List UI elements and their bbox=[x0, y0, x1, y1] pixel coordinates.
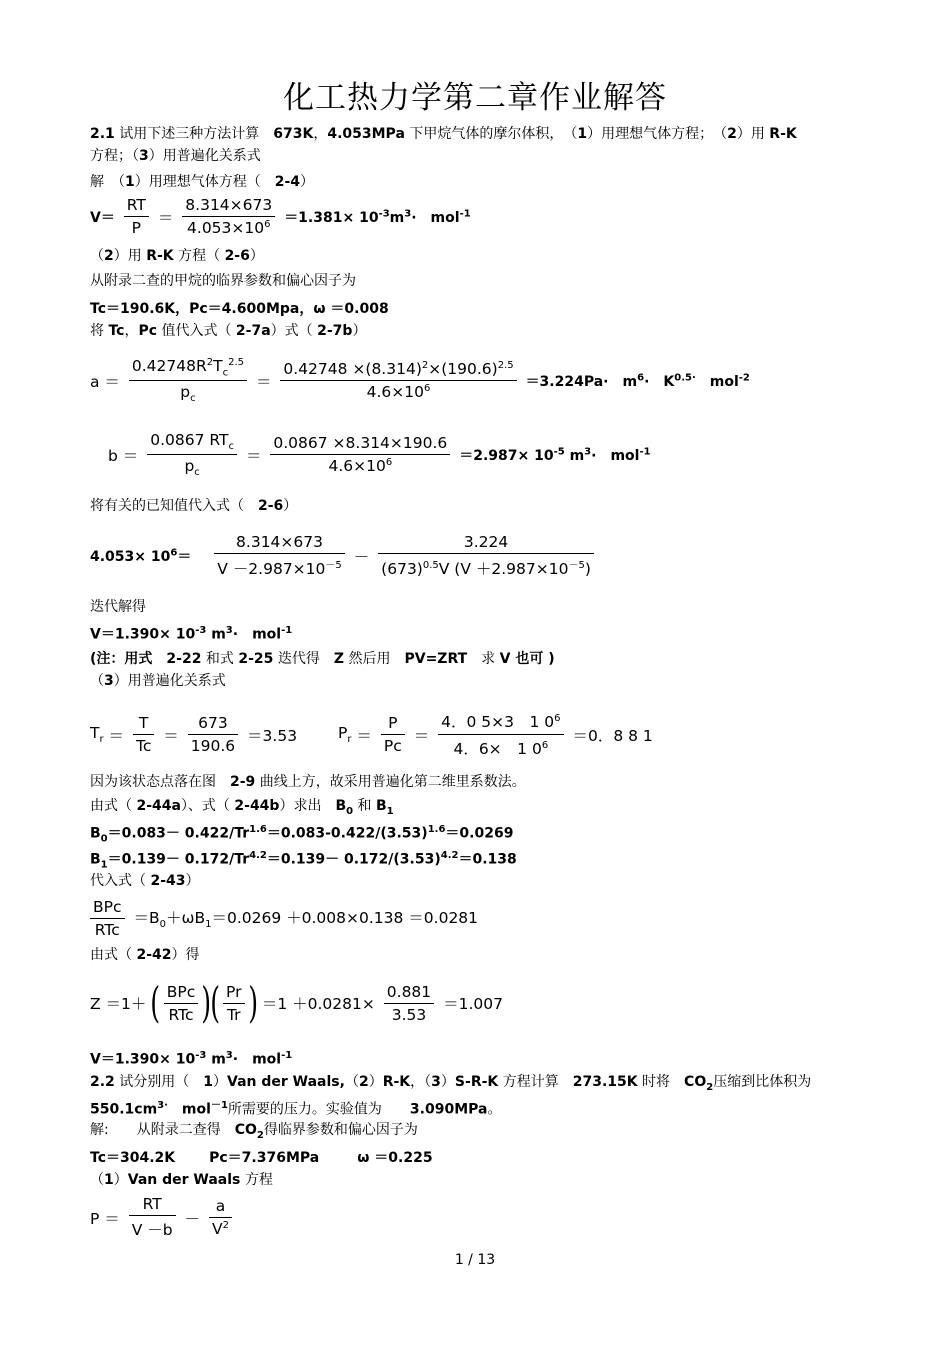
appendix-text: 从附录二查的甲烷的临界参数和偏心因子为 bbox=[90, 273, 356, 289]
critical-params-ch4: Tc＝190.6K，Pc＝4.600Mpa，ω ＝0.008 bbox=[90, 301, 389, 317]
equation-bpc-rtc: $\frac{\text{BPc}}{\text{RTc}}$ $=B_0+\omega B_1=0.0269 +0.008\times 0.138 =0.0281$ bbox=[86, 898, 478, 939]
page-title: 化工热力学第二章作业解答 bbox=[283, 80, 667, 116]
problem-2-2-line1: 2.2 试分别用（ 1）Van der Waals,（2）R-K，（3）S-R-K 方程计算 273.15K 时将 $CO_2$压缩到比体积为 bbox=[90, 1074, 812, 1093]
solution-1-heading: 解 （1）用理想气体方程（ 2-4） bbox=[90, 174, 315, 190]
known-values-text: 将有关的已知值代入式（ 2-6） bbox=[90, 498, 298, 514]
vdw-heading: （1）Van der Waals 方程 bbox=[90, 1172, 273, 1188]
equation-b: b ＝ $\frac{0.0867 RT_c}{p_c}$ ＝ $\frac{0.0867 \times 8.314\times 190.6}{4.6\times 10^6}$ $=2.987\times 10^{-5}$ $m^3\cdot$ mol$^{-1}$ bbox=[108, 431, 651, 479]
state-point-text: 因为该状态点落在图 2-9 曲线上方，故采用普遍化第二维里系数法。 bbox=[90, 774, 526, 790]
solution-2-2-text: 解: 从附录二查得 $CO_2$得临界参数和偏心因子为 bbox=[90, 1122, 418, 1141]
equation-a: a ＝ $\frac{0.42748R^2T_c^{2.5}}{p_c}$ ＝ $\frac{0.42748 \times(8.314)^2\times(190.6)^{2.5}}{4.6\times 10^6}$ ＝3.224Pa· $m^6\cdot$ $K^{0.5\cdot}$ mol$^{-2}$ bbox=[90, 357, 750, 405]
equation-rk: $4.053\times 10^6=$ $\frac{8.314\times 673}{V -2.987\times 10^{-5}}$ － $\frac{3.224}{(673)^{0.5}V (V +2.987\times 10^{-5})}$ bbox=[90, 533, 598, 579]
solution-2-heading: （2）用 R-K 方程（ 2-6） bbox=[90, 248, 264, 264]
equation-z: Z ＝1＋ ( $\frac{\text{BPc}}{\text{RTc}}$ )( $\frac{Pr}{Tr}$ ) ＝1 ＋0.0281× $\frac{0.881}{3.53}$ ＝1.007 bbox=[90, 978, 503, 1027]
b1-equation: $B_1=0.139- 0.172/Tr^{4.2}=0.139- 0.172/(3.53)^{4.2}=0.138$ bbox=[90, 850, 517, 871]
equation-ideal-gas: V＝ $\frac{RT}{P}$ ＝ $\frac{8.314\times 673}{4.053\times 10^6}$ $=1.381\times 10^{-3}m^3\cdot$ mol$^{-1}$ bbox=[90, 196, 471, 238]
equation-vdw: P ＝ $\frac{RT}{V -b}$ － $\frac{a}{V^2}$ bbox=[90, 1195, 236, 1240]
problem-2-1-line2: 方程；（3）用普遍化关系式 bbox=[90, 148, 261, 164]
problem-2-1-line1: 2.1 试用下述三种方法计算 673K，4.053MPa 下甲烷气体的摩尔体积， （1）用理想气体方程； （2）用 R-K bbox=[90, 126, 797, 142]
substitute-text: 将 Tc，Pc 值代入式（ 2-7a）式（ 2-7b） bbox=[90, 323, 367, 339]
page-number: 1 / 13 bbox=[454, 1252, 496, 1268]
from-2-42-text: 由式（ 2-42）得 bbox=[90, 947, 200, 963]
solution-3-heading: （3）用普遍化关系式 bbox=[90, 673, 226, 689]
substitute-2-43-text: 代入式（ 2-43） bbox=[90, 873, 200, 889]
critical-params-co2: Tc＝304.2K Pc＝7.376MPa ω ＝0.225 bbox=[90, 1150, 433, 1166]
fraction: $\frac{8.314\times 673}{4.053\times 10^6}$ bbox=[182, 196, 275, 237]
v-result-2: $V=1.390\times 10^{-3}$ $m^3\cdot$ mol$^{-1}$ bbox=[90, 1050, 293, 1068]
v-result-1: $V=1.390\times 10^{-3}$ $m^3\cdot$ mol$^{-1}$ bbox=[90, 625, 293, 643]
equation-tr-pr: $T_r$ ＝ $\frac{T}{Tc}$ ＝ $\frac{673}{190.6}$ ＝3.53 $P_r$ ＝ $\frac{P}{Pc}$ ＝ $\frac{4.0 5\times 3 1 0^6}{4.6\times 1 0^6}$ ＝0．8 8 1 bbox=[90, 710, 653, 759]
iteration-text: 迭代解得 bbox=[90, 599, 146, 615]
b0-equation: $B_0=0.083- 0.422/Tr^{1.6}=0.083-0.422/(3.53)^{1.6}=0.0269$ bbox=[90, 824, 514, 845]
problem-2-2-line2: $550.1cm^{3\cdot}$ mol$^{-1}$所需要的压力。实验值为 3.090MPa。 bbox=[90, 1100, 502, 1118]
b-coefficients-text: 由式（ 2-44a）、式（ 2-44b）求出 $B_0$ 和 $B_1$ bbox=[90, 798, 394, 817]
fraction: $\frac{RT}{P}$ bbox=[124, 196, 149, 237]
note-text: (注：用式 2-22 和式 2-25 迭代得 Z 然后用 PV=ZRT 求 V 也可 ) bbox=[90, 651, 555, 667]
